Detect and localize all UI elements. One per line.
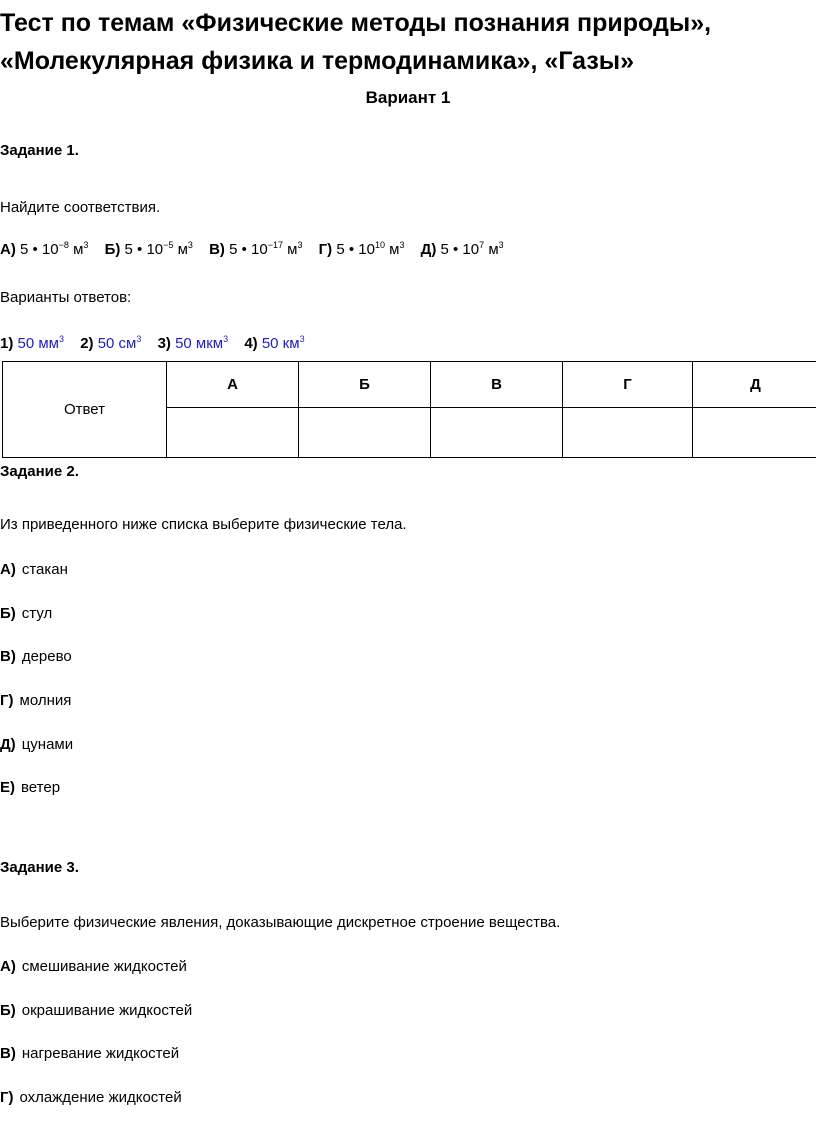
task2-option-e: Е) ветер [0,779,61,796]
answer-cell-v[interactable] [431,408,563,458]
task3-option-g: Г) охлаждение жидкостей [0,1089,182,1106]
task3-heading: Задание 3. [0,859,79,876]
task1-item-v: В) 5 • $10^{-17}$ $м^3$ [209,240,303,258]
task2-option-d: Д) цунами [0,736,74,753]
answer-row-label: Ответ [3,362,167,458]
document-title [0,4,711,80]
task3-option-b: Б) окрашивание жидкостей [0,1002,193,1019]
variant-heading: Вариант 1 [365,88,451,107]
task1-option-1: 1) 50 $мм^3$ [0,334,65,352]
task1-heading: Задание 1. [0,142,79,159]
task1-options-row [0,335,305,352]
task2-instruction: Из приведенного ниже списка выберите физические тела. [0,516,407,533]
task2-option-v: В) дерево [0,648,72,665]
task2-option-g: Г) молния [0,692,72,709]
title-line-2: «Молекулярная физика и термодинамика», «Газы» [0,47,635,75]
task1-item-b: Б) 5 • $10^{-5}$ $м^3$ [104,240,193,258]
task1-options-label: Варианты ответов: [0,289,132,306]
answer-table [2,361,816,458]
task1-option-3: 3) 50 мкм$^3$ [157,334,229,352]
task1-option-2: 2) 50 $см^3$ [80,334,142,352]
answer-col-header-d: Д [693,362,816,408]
task1-item-g: Г) 5 • $10^{10}$ $м^3$ [318,240,405,258]
task2-option-a: А) стакан [0,561,68,578]
task2-heading: Задание 2. [0,463,79,480]
task1-items-row [0,241,504,258]
answer-cell-b[interactable] [299,408,431,458]
task3-option-a: А) смешивание жидкостей [0,958,187,975]
title-line-1: Тест по темам «Физические методы познания природы», [0,9,712,37]
answer-cell-d[interactable] [693,408,816,458]
task1-item-a: А) 5 • $10^{-8}$ $м^3$ [0,240,89,258]
answer-cell-g[interactable] [563,408,693,458]
answer-col-header-g: Г [563,362,693,408]
answer-col-header-v: В [431,362,563,408]
task3-option-v: В) нагревание жидкостей [0,1045,180,1062]
answer-col-header-b: Б [299,362,431,408]
answer-cell-a[interactable] [167,408,299,458]
task3-instruction: Выберите физические явления, доказывающие дискретное строение вещества. [0,914,561,931]
task1-option-4: 4) 50 $км^3$ [244,334,305,352]
task1-item-d: Д) 5 • $10^7$ $м^3$ [420,240,504,258]
task2-option-b: Б) стул [0,605,53,622]
answer-col-header-a: А [167,362,299,408]
task1-instruction: Найдите соответствия. [0,199,161,216]
